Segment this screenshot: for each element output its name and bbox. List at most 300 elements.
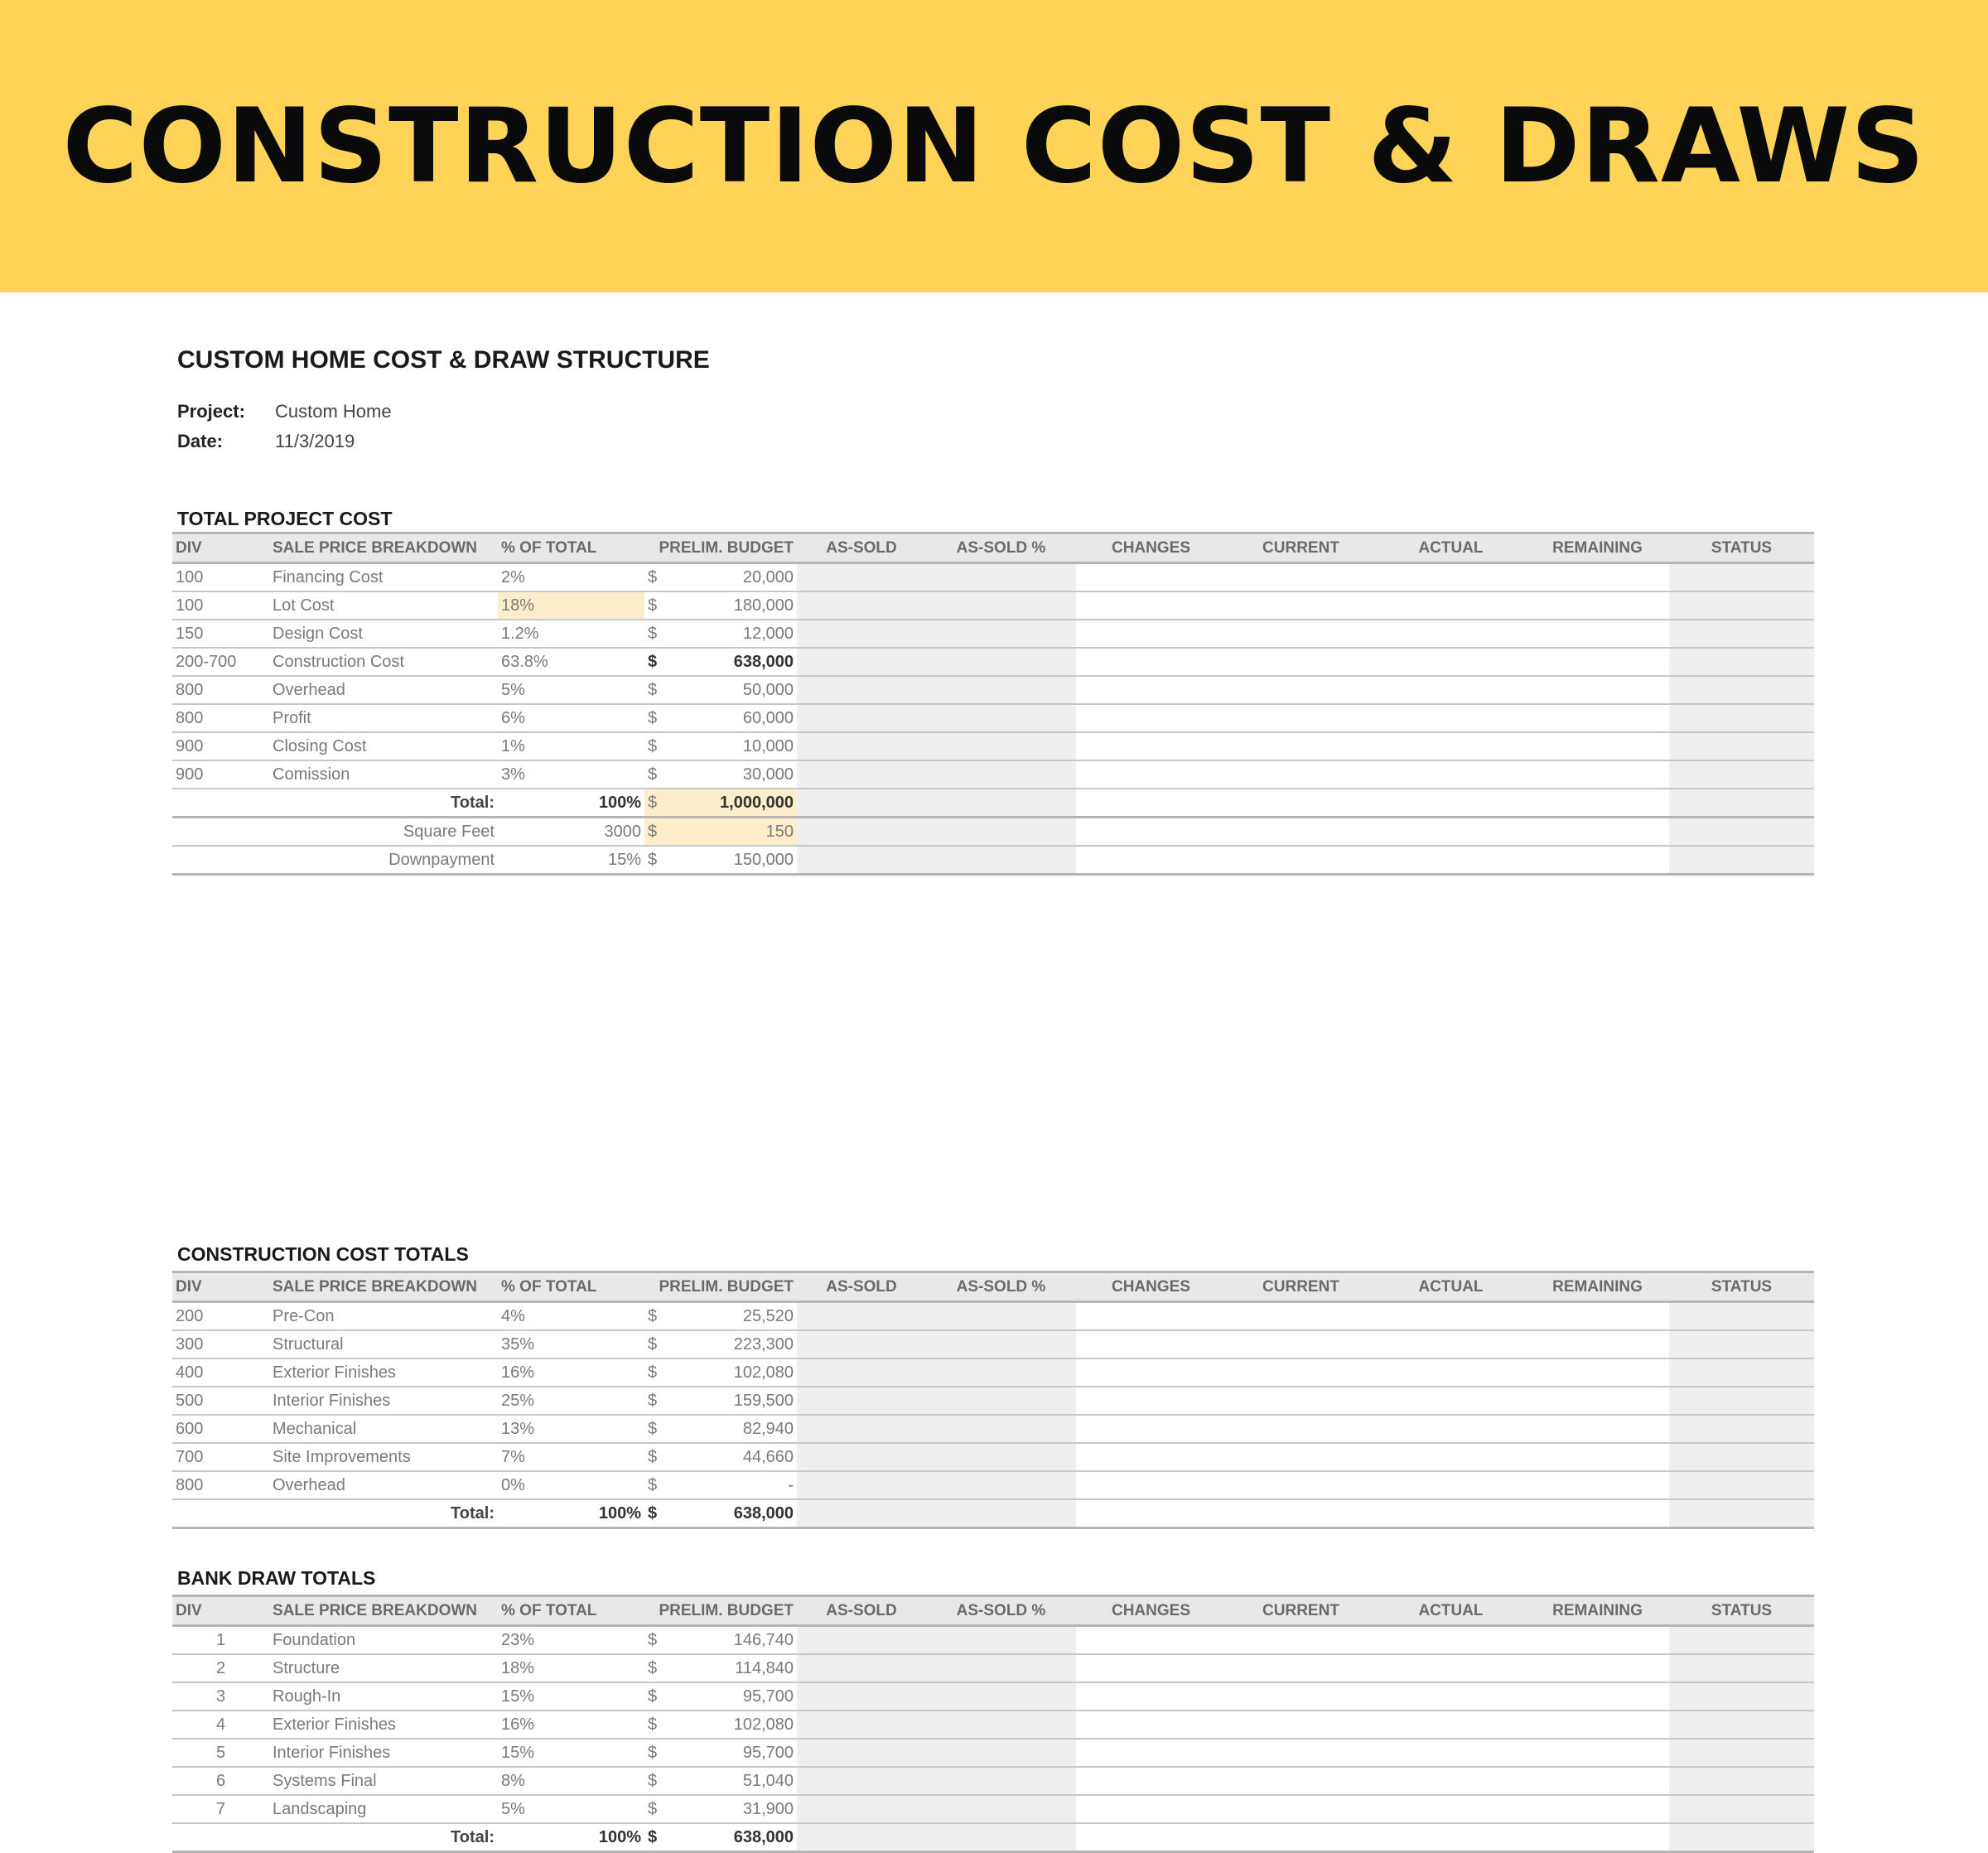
changes-cell[interactable] — [1076, 1499, 1226, 1528]
div-cell[interactable]: 3 — [172, 1682, 269, 1711]
as-sold-cell[interactable] — [797, 846, 926, 875]
changes-cell[interactable] — [1076, 1415, 1226, 1443]
as-sold-cell[interactable] — [797, 1795, 926, 1823]
actual-cell[interactable] — [1376, 1682, 1526, 1711]
remaining-cell[interactable] — [1526, 1739, 1669, 1767]
actual-cell[interactable] — [1376, 591, 1526, 620]
as-sold-cell[interactable] — [797, 1387, 926, 1415]
changes-cell[interactable] — [1076, 1443, 1226, 1471]
div-cell[interactable]: 7 — [172, 1795, 269, 1823]
pct-cell[interactable]: 7% — [498, 1443, 644, 1471]
as-sold-pct-cell[interactable] — [926, 1330, 1076, 1358]
breakdown-cell[interactable]: Profit — [269, 704, 498, 732]
pct-cell[interactable]: 63.8% — [498, 648, 644, 676]
as-sold-cell[interactable] — [797, 1415, 926, 1443]
actual-cell[interactable] — [1376, 1358, 1526, 1387]
breakdown-cell[interactable]: Overhead — [269, 676, 498, 704]
changes-cell[interactable] — [1076, 760, 1226, 789]
actual-cell[interactable] — [1376, 704, 1526, 732]
as-sold-pct-cell[interactable] — [926, 846, 1076, 875]
column-header-as-sold[interactable]: AS-SOLD — [797, 533, 926, 563]
column-header-as-sold-pct[interactable]: AS-SOLD % — [926, 1272, 1076, 1302]
div-cell[interactable]: 600 — [172, 1415, 269, 1443]
currency-symbol[interactable]: $ — [644, 1767, 668, 1795]
actual-cell[interactable] — [1376, 1330, 1526, 1358]
current-cell[interactable] — [1226, 1443, 1376, 1471]
column-header-sale-price-breakdown[interactable]: SALE PRICE BREAKDOWN — [269, 1596, 498, 1626]
div-cell[interactable]: 6 — [172, 1767, 269, 1795]
div-cell[interactable]: 800 — [172, 704, 269, 732]
as-sold-pct-cell[interactable] — [926, 1711, 1076, 1739]
current-cell[interactable] — [1226, 648, 1376, 676]
actual-cell[interactable] — [1376, 1443, 1526, 1471]
column-header-current[interactable]: CURRENT — [1226, 533, 1376, 563]
changes-cell[interactable] — [1076, 1823, 1226, 1852]
remaining-cell[interactable] — [1526, 789, 1669, 818]
changes-cell[interactable] — [1076, 591, 1226, 620]
budget-cell[interactable]: 159,500 — [668, 1387, 797, 1415]
currency-symbol[interactable]: $ — [644, 1387, 668, 1415]
column-header-actual[interactable]: ACTUAL — [1376, 1272, 1526, 1302]
actual-cell[interactable] — [1376, 620, 1526, 648]
status-cell[interactable] — [1669, 1711, 1814, 1739]
column-header-actual[interactable]: ACTUAL — [1376, 533, 1526, 563]
div-cell[interactable]: 100 — [172, 591, 269, 620]
as-sold-cell[interactable] — [797, 591, 926, 620]
table-row[interactable] — [172, 732, 1814, 760]
column-header-sale-price-breakdown[interactable]: SALE PRICE BREAKDOWN — [269, 1272, 498, 1302]
breakdown-cell[interactable]: Overhead — [269, 1471, 498, 1499]
current-cell[interactable] — [1226, 1823, 1376, 1852]
budget-cell[interactable]: 114,840 — [668, 1654, 797, 1682]
budget-cell[interactable]: 223,300 — [668, 1330, 797, 1358]
current-cell[interactable] — [1226, 563, 1376, 592]
breakdown-cell[interactable]: Exterior Finishes — [269, 1358, 498, 1387]
remaining-cell[interactable] — [1526, 846, 1669, 875]
as-sold-cell[interactable] — [797, 1499, 926, 1528]
currency-symbol[interactable]: $ — [644, 732, 668, 760]
as-sold-cell[interactable] — [797, 1443, 926, 1471]
budget-cell[interactable]: 44,660 — [668, 1443, 797, 1471]
status-cell[interactable] — [1669, 1682, 1814, 1711]
as-sold-pct-cell[interactable] — [926, 1499, 1076, 1528]
status-cell[interactable] — [1669, 704, 1814, 732]
actual-cell[interactable] — [1376, 1387, 1526, 1415]
div-cell[interactable]: 100 — [172, 563, 269, 592]
remaining-cell[interactable] — [1526, 1499, 1669, 1528]
as-sold-pct-cell[interactable] — [926, 1302, 1076, 1331]
column-header-changes[interactable]: CHANGES — [1076, 1272, 1226, 1302]
actual-cell[interactable] — [1376, 1823, 1526, 1852]
status-cell[interactable] — [1669, 648, 1814, 676]
current-cell[interactable] — [1226, 591, 1376, 620]
div-cell[interactable]: 2 — [172, 1654, 269, 1682]
table-row[interactable] — [172, 1739, 1814, 1767]
status-cell[interactable] — [1669, 1626, 1814, 1655]
column-header-pct-of-total[interactable]: % OF TOTAL — [498, 1272, 644, 1302]
changes-cell[interactable] — [1076, 1626, 1226, 1655]
remaining-cell[interactable] — [1526, 591, 1669, 620]
date-value[interactable]: 11/3/2019 — [275, 431, 355, 451]
current-cell[interactable] — [1226, 846, 1376, 875]
as-sold-pct-cell[interactable] — [926, 591, 1076, 620]
as-sold-pct-cell[interactable] — [926, 818, 1076, 847]
div-cell[interactable]: 800 — [172, 676, 269, 704]
status-cell[interactable] — [1669, 676, 1814, 704]
div-cell[interactable]: 150 — [172, 620, 269, 648]
column-header-changes[interactable]: CHANGES — [1076, 1596, 1226, 1626]
column-header-as-sold-pct[interactable]: AS-SOLD % — [926, 1596, 1076, 1626]
status-cell[interactable] — [1669, 846, 1814, 875]
as-sold-cell[interactable] — [797, 620, 926, 648]
actual-cell[interactable] — [1376, 1499, 1526, 1528]
column-header-remaining[interactable]: REMAINING — [1526, 1272, 1669, 1302]
status-cell[interactable] — [1669, 1823, 1814, 1852]
currency-symbol[interactable]: $ — [644, 760, 668, 789]
column-header-status[interactable]: STATUS — [1669, 1272, 1814, 1302]
as-sold-cell[interactable] — [797, 1767, 926, 1795]
breakdown-cell[interactable]: Systems Final — [269, 1767, 498, 1795]
column-header-remaining[interactable]: REMAINING — [1526, 533, 1669, 563]
currency-symbol[interactable]: $ — [644, 1626, 668, 1655]
pct-cell[interactable]: 23% — [498, 1626, 644, 1655]
remaining-cell[interactable] — [1526, 760, 1669, 789]
table-row[interactable] — [172, 1302, 1814, 1331]
as-sold-cell[interactable] — [797, 563, 926, 592]
table-row[interactable] — [172, 1682, 1814, 1711]
current-cell[interactable] — [1226, 676, 1376, 704]
as-sold-cell[interactable] — [797, 1682, 926, 1711]
as-sold-cell[interactable] — [797, 1823, 926, 1852]
current-cell[interactable] — [1226, 1499, 1376, 1528]
remaining-cell[interactable] — [1526, 1471, 1669, 1499]
column-header-div[interactable]: DIV — [172, 1596, 269, 1626]
changes-cell[interactable] — [1076, 620, 1226, 648]
table-row[interactable] — [172, 620, 1814, 648]
total-row[interactable] — [172, 1499, 1814, 1528]
as-sold-cell[interactable] — [797, 760, 926, 789]
actual-cell[interactable] — [1376, 1302, 1526, 1331]
table-row[interactable] — [172, 563, 1814, 592]
currency-symbol[interactable]: $ — [644, 1415, 668, 1443]
breakdown-cell[interactable]: Comission — [269, 760, 498, 789]
total-row[interactable] — [172, 789, 1814, 818]
status-cell[interactable] — [1669, 1302, 1814, 1331]
pct-cell[interactable]: 15% — [498, 1739, 644, 1767]
column-header-prelim-budget[interactable]: PRELIM. BUDGET — [644, 533, 797, 563]
currency-symbol[interactable]: $ — [644, 1682, 668, 1711]
breakdown-cell[interactable]: Interior Finishes — [269, 1739, 498, 1767]
status-cell[interactable] — [1669, 563, 1814, 592]
as-sold-pct-cell[interactable] — [926, 1739, 1076, 1767]
remaining-cell[interactable] — [1526, 1302, 1669, 1331]
table-row[interactable] — [172, 1795, 1814, 1823]
pct-cell[interactable]: 15% — [498, 1682, 644, 1711]
pct-cell[interactable]: 13% — [498, 1415, 644, 1443]
budget-cell[interactable]: 50,000 — [668, 676, 797, 704]
actual-cell[interactable] — [1376, 676, 1526, 704]
remaining-cell[interactable] — [1526, 1823, 1669, 1852]
status-cell[interactable] — [1669, 1499, 1814, 1528]
as-sold-cell[interactable] — [797, 704, 926, 732]
column-header-current[interactable]: CURRENT — [1226, 1272, 1376, 1302]
changes-cell[interactable] — [1076, 1471, 1226, 1499]
as-sold-cell[interactable] — [797, 1330, 926, 1358]
table-row[interactable] — [172, 1415, 1814, 1443]
breakdown-cell[interactable]: Rough-In — [269, 1682, 498, 1711]
breakdown-cell[interactable]: Mechanical — [269, 1415, 498, 1443]
changes-cell[interactable] — [1076, 818, 1226, 847]
changes-cell[interactable] — [1076, 1767, 1226, 1795]
actual-cell[interactable] — [1376, 760, 1526, 789]
currency-symbol[interactable]: $ — [644, 704, 668, 732]
currency-symbol[interactable]: $ — [644, 676, 668, 704]
pct-cell[interactable]: 18% — [498, 591, 644, 620]
current-cell[interactable] — [1226, 1795, 1376, 1823]
budget-cell[interactable]: 30,000 — [668, 760, 797, 789]
status-cell[interactable] — [1669, 1330, 1814, 1358]
as-sold-pct-cell[interactable] — [926, 1767, 1076, 1795]
remaining-cell[interactable] — [1526, 563, 1669, 592]
actual-cell[interactable] — [1376, 1654, 1526, 1682]
remaining-cell[interactable] — [1526, 1415, 1669, 1443]
status-cell[interactable] — [1669, 760, 1814, 789]
status-cell[interactable] — [1669, 1415, 1814, 1443]
budget-cell[interactable]: 146,740 — [668, 1626, 797, 1655]
remaining-cell[interactable] — [1526, 1358, 1669, 1387]
pct-cell[interactable]: 16% — [498, 1358, 644, 1387]
budget-cell[interactable]: 51,040 — [668, 1767, 797, 1795]
breakdown-cell[interactable]: Structural — [269, 1330, 498, 1358]
current-cell[interactable] — [1226, 1711, 1376, 1739]
div-cell[interactable]: 800 — [172, 1471, 269, 1499]
changes-cell[interactable] — [1076, 676, 1226, 704]
status-cell[interactable] — [1669, 1767, 1814, 1795]
status-cell[interactable] — [1669, 1654, 1814, 1682]
div-cell[interactable]: 300 — [172, 1330, 269, 1358]
div-cell[interactable]: 200 — [172, 1302, 269, 1331]
div-cell[interactable]: 4 — [172, 1711, 269, 1739]
changes-cell[interactable] — [1076, 1330, 1226, 1358]
pct-cell[interactable]: 5% — [498, 676, 644, 704]
changes-cell[interactable] — [1076, 846, 1226, 875]
changes-cell[interactable] — [1076, 1302, 1226, 1331]
remaining-cell[interactable] — [1526, 732, 1669, 760]
pct-cell[interactable]: 18% — [498, 1654, 644, 1682]
current-cell[interactable] — [1226, 1739, 1376, 1767]
currency-symbol[interactable]: $ — [644, 563, 668, 592]
breakdown-cell[interactable]: Lot Cost — [269, 591, 498, 620]
remaining-cell[interactable] — [1526, 1795, 1669, 1823]
table-row[interactable] — [172, 591, 1814, 620]
as-sold-cell[interactable] — [797, 648, 926, 676]
pct-cell[interactable]: 25% — [498, 1387, 644, 1415]
as-sold-pct-cell[interactable] — [926, 1415, 1076, 1443]
current-cell[interactable] — [1226, 1415, 1376, 1443]
currency-symbol[interactable]: $ — [644, 648, 668, 676]
column-header-changes[interactable]: CHANGES — [1076, 533, 1226, 563]
div-cell[interactable]: 900 — [172, 732, 269, 760]
breakdown-cell[interactable]: Closing Cost — [269, 732, 498, 760]
table-row[interactable] — [172, 704, 1814, 732]
as-sold-cell[interactable] — [797, 1626, 926, 1655]
table-row[interactable] — [172, 648, 1814, 676]
changes-cell[interactable] — [1076, 1682, 1226, 1711]
column-header-remaining[interactable]: REMAINING — [1526, 1596, 1669, 1626]
remaining-cell[interactable] — [1526, 704, 1669, 732]
as-sold-pct-cell[interactable] — [926, 732, 1076, 760]
column-header-as-sold-pct[interactable]: AS-SOLD % — [926, 533, 1076, 563]
breakdown-cell[interactable]: Foundation — [269, 1626, 498, 1655]
current-cell[interactable] — [1226, 789, 1376, 818]
table-row[interactable] — [172, 1654, 1814, 1682]
remaining-cell[interactable] — [1526, 620, 1669, 648]
as-sold-pct-cell[interactable] — [926, 1387, 1076, 1415]
breakdown-cell[interactable]: Pre-Con — [269, 1302, 498, 1331]
currency-symbol[interactable]: $ — [644, 1739, 668, 1767]
current-cell[interactable] — [1226, 760, 1376, 789]
current-cell[interactable] — [1226, 1330, 1376, 1358]
div-cell[interactable]: 900 — [172, 760, 269, 789]
changes-cell[interactable] — [1076, 1795, 1226, 1823]
status-cell[interactable] — [1669, 1387, 1814, 1415]
changes-cell[interactable] — [1076, 789, 1226, 818]
changes-cell[interactable] — [1076, 1739, 1226, 1767]
as-sold-pct-cell[interactable] — [926, 1471, 1076, 1499]
div-cell[interactable]: 200-700 — [172, 648, 269, 676]
pct-cell[interactable]: 5% — [498, 1795, 644, 1823]
pct-cell[interactable]: 6% — [498, 704, 644, 732]
as-sold-cell[interactable] — [797, 1302, 926, 1331]
current-cell[interactable] — [1226, 1358, 1376, 1387]
actual-cell[interactable] — [1376, 732, 1526, 760]
remaining-cell[interactable] — [1526, 818, 1669, 847]
actual-cell[interactable] — [1376, 1711, 1526, 1739]
as-sold-pct-cell[interactable] — [926, 648, 1076, 676]
as-sold-pct-cell[interactable] — [926, 1626, 1076, 1655]
status-cell[interactable] — [1669, 1358, 1814, 1387]
actual-cell[interactable] — [1376, 1471, 1526, 1499]
div-cell[interactable]: 700 — [172, 1443, 269, 1471]
currency-symbol[interactable]: $ — [644, 1443, 668, 1471]
breakdown-cell[interactable]: Design Cost — [269, 620, 498, 648]
total-row[interactable] — [172, 1823, 1814, 1852]
column-header-actual[interactable]: ACTUAL — [1376, 1596, 1526, 1626]
pct-cell[interactable]: 4% — [498, 1302, 644, 1331]
table-row[interactable] — [172, 676, 1814, 704]
square-feet-row[interactable] — [172, 818, 1814, 847]
downpayment-row[interactable] — [172, 846, 1814, 875]
remaining-cell[interactable] — [1526, 1654, 1669, 1682]
status-cell[interactable] — [1669, 1739, 1814, 1767]
budget-cell[interactable]: 180,000 — [668, 591, 797, 620]
remaining-cell[interactable] — [1526, 1767, 1669, 1795]
as-sold-pct-cell[interactable] — [926, 1682, 1076, 1711]
currency-symbol[interactable]: $ — [644, 1711, 668, 1739]
remaining-cell[interactable] — [1526, 1682, 1669, 1711]
as-sold-cell[interactable] — [797, 732, 926, 760]
actual-cell[interactable] — [1376, 648, 1526, 676]
currency-symbol[interactable]: $ — [644, 591, 668, 620]
column-header-prelim-budget[interactable]: PRELIM. BUDGET — [644, 1272, 797, 1302]
budget-cell[interactable]: 82,940 — [668, 1415, 797, 1443]
remaining-cell[interactable] — [1526, 1443, 1669, 1471]
changes-cell[interactable] — [1076, 563, 1226, 592]
table-row[interactable] — [172, 1626, 1814, 1655]
breakdown-cell[interactable]: Structure — [269, 1654, 498, 1682]
column-header-sale-price-breakdown[interactable]: SALE PRICE BREAKDOWN — [269, 533, 498, 563]
pct-cell[interactable]: 8% — [498, 1767, 644, 1795]
current-cell[interactable] — [1226, 1471, 1376, 1499]
div-cell[interactable]: 5 — [172, 1739, 269, 1767]
as-sold-pct-cell[interactable] — [926, 620, 1076, 648]
pct-cell[interactable]: 0% — [498, 1471, 644, 1499]
changes-cell[interactable] — [1076, 1387, 1226, 1415]
pct-cell[interactable]: 16% — [498, 1711, 644, 1739]
actual-cell[interactable] — [1376, 563, 1526, 592]
remaining-cell[interactable] — [1526, 1626, 1669, 1655]
currency-symbol[interactable]: $ — [644, 1795, 668, 1823]
status-cell[interactable] — [1669, 1795, 1814, 1823]
currency-symbol[interactable]: $ — [644, 1654, 668, 1682]
current-cell[interactable] — [1226, 818, 1376, 847]
as-sold-pct-cell[interactable] — [926, 1823, 1076, 1852]
actual-cell[interactable] — [1376, 1767, 1526, 1795]
table-row[interactable] — [172, 1443, 1814, 1471]
status-cell[interactable] — [1669, 591, 1814, 620]
status-cell[interactable] — [1669, 1471, 1814, 1499]
as-sold-cell[interactable] — [797, 1471, 926, 1499]
current-cell[interactable] — [1226, 1302, 1376, 1331]
table-row[interactable] — [172, 1711, 1814, 1739]
budget-cell[interactable]: 25,520 — [668, 1302, 797, 1331]
changes-cell[interactable] — [1076, 1358, 1226, 1387]
column-header-pct-of-total[interactable]: % OF TOTAL — [498, 1596, 644, 1626]
table-row[interactable] — [172, 1387, 1814, 1415]
actual-cell[interactable] — [1376, 789, 1526, 818]
pct-cell[interactable]: 35% — [498, 1330, 644, 1358]
div-cell[interactable]: 400 — [172, 1358, 269, 1387]
as-sold-cell[interactable] — [797, 1654, 926, 1682]
project-value[interactable]: Custom Home — [275, 401, 392, 422]
div-cell[interactable]: 500 — [172, 1387, 269, 1415]
actual-cell[interactable] — [1376, 846, 1526, 875]
actual-cell[interactable] — [1376, 1739, 1526, 1767]
table-row[interactable] — [172, 1330, 1814, 1358]
current-cell[interactable] — [1226, 1654, 1376, 1682]
actual-cell[interactable] — [1376, 818, 1526, 847]
pct-cell[interactable]: 1.2% — [498, 620, 644, 648]
as-sold-cell[interactable] — [797, 818, 926, 847]
table-row[interactable] — [172, 1767, 1814, 1795]
remaining-cell[interactable] — [1526, 1711, 1669, 1739]
as-sold-cell[interactable] — [797, 789, 926, 818]
breakdown-cell[interactable]: Financing Cost — [269, 563, 498, 592]
status-cell[interactable] — [1669, 620, 1814, 648]
breakdown-cell[interactable]: Interior Finishes — [269, 1387, 498, 1415]
budget-cell[interactable]: 12,000 — [668, 620, 797, 648]
budget-cell[interactable]: 31,900 — [668, 1795, 797, 1823]
current-cell[interactable] — [1226, 1682, 1376, 1711]
column-header-pct-of-total[interactable]: % OF TOTAL — [498, 533, 644, 563]
pct-cell[interactable]: 1% — [498, 732, 644, 760]
budget-cell[interactable]: - — [668, 1471, 797, 1499]
pct-cell[interactable]: 2% — [498, 563, 644, 592]
as-sold-cell[interactable] — [797, 1358, 926, 1387]
actual-cell[interactable] — [1376, 1795, 1526, 1823]
table-row[interactable] — [172, 1358, 1814, 1387]
status-cell[interactable] — [1669, 818, 1814, 847]
